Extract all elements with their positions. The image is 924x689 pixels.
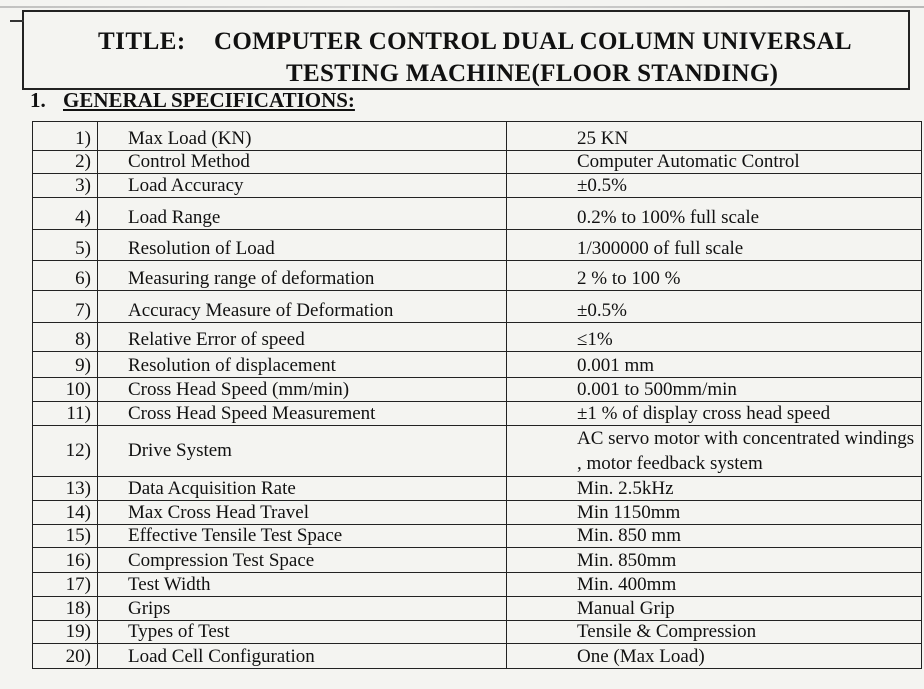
spec-number: 3) xyxy=(33,174,98,198)
spec-parameter: Effective Tensile Test Space xyxy=(98,525,507,548)
spec-number: 6) xyxy=(33,261,98,291)
spec-number: 19) xyxy=(33,621,98,644)
table-row xyxy=(33,323,922,352)
spec-number: 2) xyxy=(33,151,98,174)
spec-number: 15) xyxy=(33,525,98,548)
spec-value: 2 % to 100 % xyxy=(507,261,922,291)
table-row xyxy=(33,426,922,477)
spec-value: 25 KN xyxy=(507,122,922,151)
spec-value: Computer Automatic Control xyxy=(507,151,922,174)
spec-table-body xyxy=(33,122,922,669)
spec-value: Min. 2.5kHz xyxy=(507,477,922,501)
spec-number: 7) xyxy=(33,291,98,323)
spec-number: 17) xyxy=(33,573,98,597)
spec-parameter: Cross Head Speed Measurement xyxy=(98,402,507,426)
table-row xyxy=(33,122,922,151)
spec-number: 12) xyxy=(33,426,98,477)
table-row xyxy=(33,402,922,426)
spec-parameter: Max Load (KN) xyxy=(98,122,507,151)
table-row xyxy=(33,548,922,573)
spec-parameter: Test Width xyxy=(98,573,507,597)
section-title: GENERAL SPECIFICATIONS: xyxy=(63,88,355,112)
spec-parameter: Compression Test Space xyxy=(98,548,507,573)
scan-artifact-line xyxy=(0,6,924,8)
spec-value: 0.001 to 500mm/min xyxy=(507,378,922,402)
spec-number: 5) xyxy=(33,230,98,261)
spec-value: ±1 % of display cross head speed xyxy=(507,402,922,426)
spec-value: 1/300000 of full scale xyxy=(507,230,922,261)
spec-parameter: Cross Head Speed (mm/min) xyxy=(98,378,507,402)
spec-value: One (Max Load) xyxy=(507,644,922,669)
spec-parameter: Load Accuracy xyxy=(98,174,507,198)
spec-parameter: Drive System xyxy=(98,426,507,477)
spec-parameter: Max Cross Head Travel xyxy=(98,501,507,525)
spec-number: 20) xyxy=(33,644,98,669)
spec-parameter: Accuracy Measure of Deformation xyxy=(98,291,507,323)
spec-parameter: Control Method xyxy=(98,151,507,174)
spec-number: 4) xyxy=(33,198,98,230)
table-row xyxy=(33,477,922,501)
spec-number: 13) xyxy=(33,477,98,501)
spec-number: 16) xyxy=(33,548,98,573)
spec-value: Min. 400mm xyxy=(507,573,922,597)
spec-parameter: Resolution of Load xyxy=(98,230,507,261)
spec-parameter: Grips xyxy=(98,597,507,621)
spec-value: AC servo motor with concentrated windings , motor feedback system xyxy=(507,426,922,477)
spec-value: Manual Grip xyxy=(507,597,922,621)
table-row xyxy=(33,573,922,597)
spec-parameter: Types of Test xyxy=(98,621,507,644)
spec-value: 0.2% to 100% full scale xyxy=(507,198,922,230)
spec-value: ±0.5% xyxy=(507,291,922,323)
spec-number: 18) xyxy=(33,597,98,621)
table-row xyxy=(33,151,922,174)
spec-number: 1) xyxy=(33,122,98,151)
spec-value: Min 1150mm xyxy=(507,501,922,525)
title-line-2: TESTING MACHINE(FLOOR STANDING) xyxy=(286,60,779,87)
title-line-1: COMPUTER CONTROL DUAL COLUMN UNIVERSAL xyxy=(214,28,852,55)
table-row xyxy=(33,174,922,198)
spec-value: ≤1% xyxy=(507,323,922,352)
table-row xyxy=(33,198,922,230)
spec-table xyxy=(32,121,922,669)
spec-parameter: Resolution of displacement xyxy=(98,352,507,378)
table-row xyxy=(33,291,922,323)
spec-parameter: Data Acquisition Rate xyxy=(98,477,507,501)
table-row xyxy=(33,230,922,261)
spec-number: 11) xyxy=(33,402,98,426)
spec-value: Min. 850 mm xyxy=(507,525,922,548)
table-row xyxy=(33,525,922,548)
table-row xyxy=(33,261,922,291)
spec-parameter: Measuring range of deformation xyxy=(98,261,507,291)
spec-parameter: Relative Error of speed xyxy=(98,323,507,352)
spec-number: 14) xyxy=(33,501,98,525)
spec-value: 0.001 mm xyxy=(507,352,922,378)
table-row xyxy=(33,501,922,525)
spec-number: 9) xyxy=(33,352,98,378)
title-box xyxy=(22,10,910,90)
table-row xyxy=(33,621,922,644)
spec-number: 8) xyxy=(33,323,98,352)
spec-value: Tensile & Compression xyxy=(507,621,922,644)
spec-value: ±0.5% xyxy=(507,174,922,198)
spec-number: 10) xyxy=(33,378,98,402)
table-row xyxy=(33,378,922,402)
spec-value: Min. 850mm xyxy=(507,548,922,573)
section-number: 1. xyxy=(30,88,46,112)
section-heading xyxy=(30,88,355,113)
table-row xyxy=(33,644,922,669)
spec-parameter: Load Range xyxy=(98,198,507,230)
table-row xyxy=(33,597,922,621)
spec-parameter: Load Cell Configuration xyxy=(98,644,507,669)
title-label: TITLE: xyxy=(98,28,186,55)
table-row xyxy=(33,352,922,378)
